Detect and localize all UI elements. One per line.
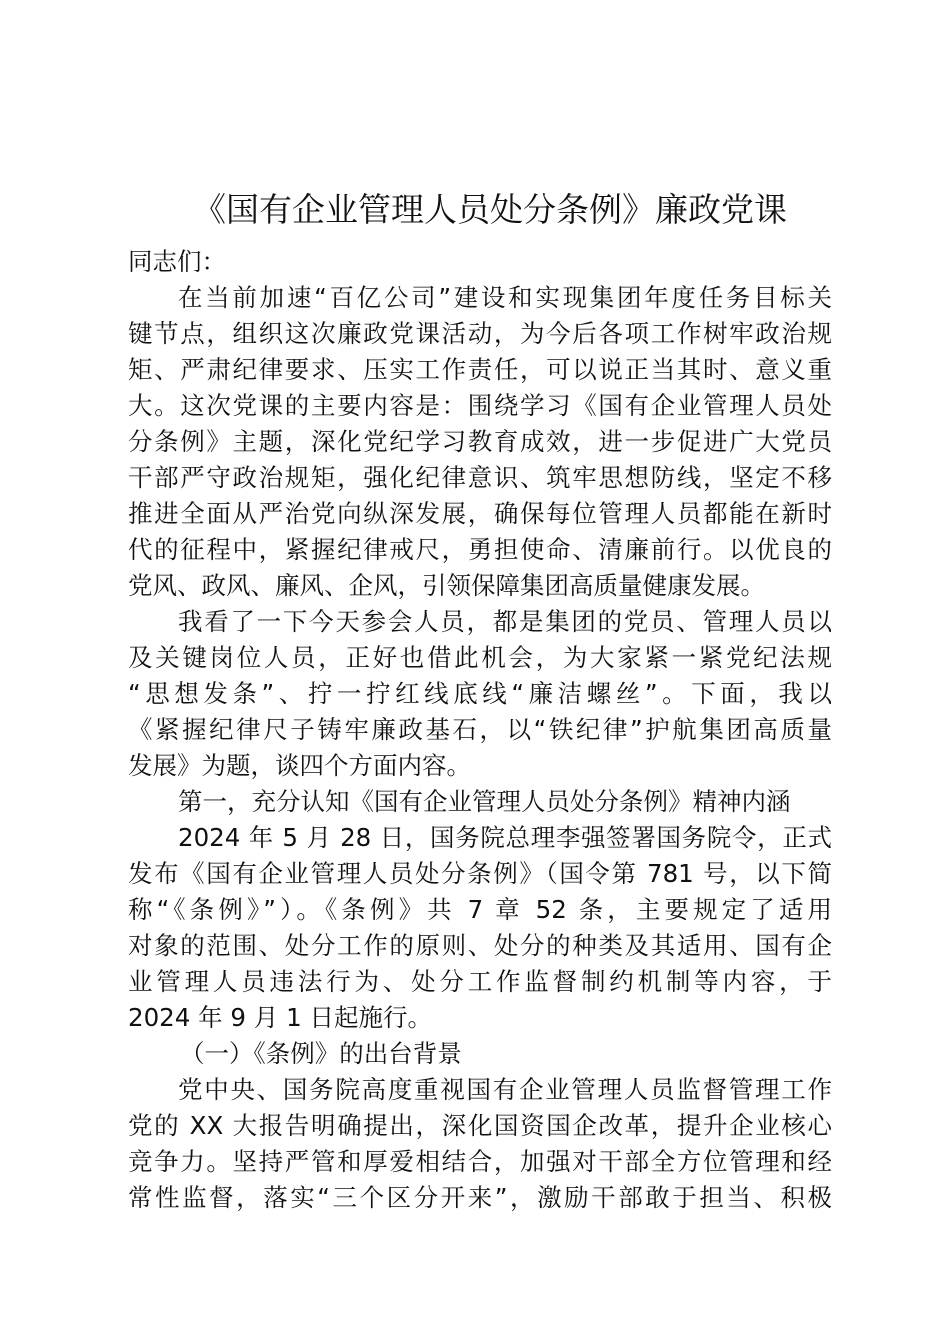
paragraph-line: 矩、严肃纪律要求、压实工作责任，可以说正当其时、意义重 xyxy=(128,355,832,384)
paragraph-line: 在当前加速“百亿公司”建设和实现集团年度任务目标关 xyxy=(178,283,832,312)
paragraph-line: 发展》为题，谈四个方面内容。 xyxy=(128,751,471,780)
paragraph-line: 党风、政风、廉风、企风，引领保障集团高质量健康发展。 xyxy=(128,571,765,600)
paragraph-line: 党中央、国务院高度重视国有企业管理人员监督管理工作 xyxy=(178,1075,832,1104)
paragraph-line: 称“《条例》”）。《条例》共 7 章 52 条，主要规定了适用 xyxy=(128,895,832,924)
paragraph-line: 分条例》主题，深化党纪学习教育成效，进一步促进广大党员 xyxy=(128,427,832,456)
paragraph-line: 业管理人员违法行为、处分工作监督制约机制等内容，于 xyxy=(128,967,832,996)
paragraph-line: 及关键岗位人员，正好也借此机会，为大家紧一紧党纪法规 xyxy=(128,643,832,672)
paragraph-line: 发布《国有企业管理人员处分条例》（国令第 781 号，以下简 xyxy=(128,859,832,888)
paragraph-line: 键节点，组织这次廉政党课活动，为今后各项工作树牢政治规 xyxy=(128,319,832,348)
paragraph-line: 常性监督，落实“三个区分开来”，激励干部敢于担当、积极 xyxy=(128,1183,832,1212)
paragraph-line: 竞争力。坚持严管和厚爱相结合，加强对干部全方位管理和经 xyxy=(128,1147,832,1176)
section-heading: 第一，充分认知《国有企业管理人员处分条例》精神内涵 xyxy=(178,787,791,816)
paragraph-line: 推进全面从严治党向纵深发展，确保每位管理人员都能在新时 xyxy=(128,499,832,528)
paragraph-line: 对象的范围、处分工作的原则、处分的种类及其适用、国有企 xyxy=(128,931,832,960)
salutation-line: 同志们： xyxy=(128,247,226,276)
paragraph-line: 我看了一下今天参会人员，都是集团的党员、管理人员以 xyxy=(178,607,832,636)
paragraph-line: 干部严守政治规矩，强化纪律意识、筑牢思想防线，坚定不移 xyxy=(128,463,832,492)
document-title: 《国有企业管理人员处分条例》廉政党课 xyxy=(193,190,787,229)
paragraph-line: 《紧握纪律尺子铸牢廉政基石，以“铁纪律”护航集团高质量 xyxy=(128,715,832,744)
paragraph-line: 2024 年 9 月 1 日起施行。 xyxy=(128,1003,432,1032)
document-body xyxy=(128,244,832,1216)
paragraph-line: 2024 年 5 月 28 日，国务院总理李强签署国务院令，正式 xyxy=(178,823,832,852)
subsection-heading: （一）《条例》的出台背景 xyxy=(180,1039,462,1068)
paragraph-line: “思想发条”、拧一拧红线底线“廉洁螺丝”。下面，我以 xyxy=(128,679,832,708)
paragraph-line: 代的征程中，紧握纪律戒尺，勇担使命、清廉前行。以优良的 xyxy=(128,535,832,564)
paragraph-line: 大。这次党课的主要内容是：围绕学习《国有企业管理人员处 xyxy=(128,391,832,420)
paragraph-line: 党的 XX 大报告明确提出，深化国资国企改革，提升企业核心 xyxy=(128,1111,832,1140)
